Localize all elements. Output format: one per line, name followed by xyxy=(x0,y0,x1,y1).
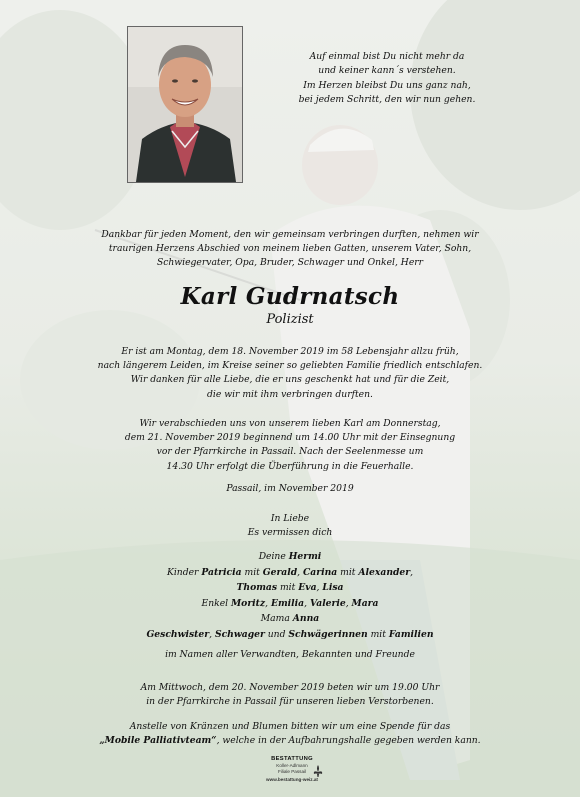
separator: , xyxy=(410,566,414,578)
prayer-line: Am Mittwoch, dem 20. November 2019 beten wir um 19.00 Uhr xyxy=(140,682,440,693)
mother-name: Anna xyxy=(292,613,320,625)
separator: , xyxy=(297,566,303,578)
kids-prefix: Kinder xyxy=(166,566,202,578)
memorial-poem xyxy=(262,50,512,107)
grandchild-name: Emilia xyxy=(270,597,305,609)
donation-line xyxy=(40,734,540,748)
separator: , xyxy=(209,628,215,640)
poem-line: und keiner kann´s verstehen. xyxy=(318,65,456,77)
partner-name: Eva xyxy=(298,582,317,594)
funeral-home-logo xyxy=(242,756,342,792)
portrait-photo xyxy=(127,26,243,183)
logo-line3: Filiale Passail xyxy=(277,769,307,774)
logo-title: BESTATTUNG xyxy=(271,756,313,762)
connector: mit xyxy=(367,628,389,640)
connector: mit xyxy=(277,582,299,594)
donation-rest: , welche in der Aufbahrungshalle gegeben werden kann. xyxy=(216,735,481,747)
family-list xyxy=(40,549,540,643)
funeral-line: dem 21. November 2019 beginnend um 14.00 Uhr mit der Einsegnung xyxy=(124,432,456,444)
families: Familien xyxy=(388,628,434,640)
mother-line xyxy=(40,611,540,627)
children-line xyxy=(40,565,540,581)
relatives-line: im Namen aller Verwandten, Bekannten und Freunde xyxy=(165,649,415,660)
partner-name: Gerald xyxy=(262,566,298,578)
poem-line: Auf einmal bist Du nicht mehr da xyxy=(309,51,465,62)
separator: , xyxy=(316,582,323,594)
sisters-in-law: Schwägerinnen xyxy=(288,628,368,640)
separator: , xyxy=(265,597,271,609)
child-name: Thomas xyxy=(236,582,278,594)
children-line xyxy=(40,580,540,596)
logo-line2: Koller-Adlmann xyxy=(276,763,308,768)
grandchildren-line xyxy=(40,596,540,612)
child-name: Lisa xyxy=(322,582,344,594)
poem-line: Im Herzen bleibst Du uns ganz nah, xyxy=(303,79,471,91)
connector: mit xyxy=(241,566,263,578)
funeral-paragraph xyxy=(40,417,540,474)
death-notice-line: Er ist am Montag, dem 18. November 2019 im 58 Lebensjahr allzu früh, xyxy=(121,346,459,357)
logo-url: www.bestattung-weiz.at xyxy=(266,777,318,782)
intro-line: traurigen Herzens Abschied von meinem lieben Gatten, unserem Vater, Sohn, xyxy=(108,243,472,255)
deceased-profession: Polizist xyxy=(266,312,314,327)
wife-line xyxy=(40,549,540,565)
portrait-image xyxy=(128,27,242,182)
siblings-line xyxy=(40,627,540,643)
mother-prefix: Mama xyxy=(260,613,293,625)
grandchild-name: Moritz xyxy=(231,597,266,609)
funeral-line: vor der Pfarrkirche in Passail. Nach der Seelenmesse um xyxy=(156,446,424,458)
siblings: Geschwister xyxy=(146,628,210,640)
closing-words xyxy=(40,512,540,540)
death-notice-paragraph xyxy=(40,345,540,402)
child-name: Carina xyxy=(303,566,338,578)
grandchild-name: Mara xyxy=(351,597,379,609)
intro-paragraph xyxy=(40,228,540,271)
death-notice-line: nach längerem Leiden, im Kreise seiner so geliebten Familie friedlich entschlafen. xyxy=(97,360,483,372)
grandchild-name: Valerie xyxy=(309,597,346,609)
intro-line: Dankbar für jeden Moment, den wir gemeinsam verbringen durften, nehmen wir xyxy=(101,229,479,240)
death-notice-line: die wir mit ihm verbringen durften. xyxy=(207,388,373,400)
place-date: Passail, im November 2019 xyxy=(226,483,354,494)
partner-name: Alexander xyxy=(358,566,411,578)
connector: und xyxy=(264,628,289,640)
separator: , xyxy=(304,597,310,609)
poem-line: bei jedem Schritt, den wir nun gehen. xyxy=(298,93,476,105)
deceased-name: Karl Gudrnatsch xyxy=(180,283,400,310)
separator: , xyxy=(345,597,352,609)
wife-prefix: Deine xyxy=(258,551,289,562)
donation-recipient: „Mobile Palliativteam“ xyxy=(99,735,217,747)
prayer-line: in der Pfarrkirche in Passail für unseren lieben Verstorbenen. xyxy=(146,696,434,708)
intro-line: Schwiegervater, Opa, Bruder, Schwager und Onkel, Herr xyxy=(156,257,424,269)
donation-paragraph xyxy=(40,720,540,748)
connector: mit xyxy=(337,566,359,578)
prayer-paragraph xyxy=(40,681,540,709)
brothers-in-law: Schwager xyxy=(214,628,265,640)
donation-line: Anstelle von Kränzen und Blumen bitten wir um eine Spende für das xyxy=(129,721,451,732)
funeral-line: 14.30 Uhr erfolgt die Überführung in die Feuerhalle. xyxy=(166,460,414,472)
closing-line: In Liebe xyxy=(270,513,310,524)
funeral-line: Wir verabschieden uns von unserem lieben Karl am Donnerstag, xyxy=(139,418,441,429)
death-notice-line: Wir danken für alle Liebe, die er uns geschenkt hat und für die Zeit, xyxy=(130,374,450,386)
grand-prefix: Enkel xyxy=(201,597,232,609)
child-name: Patricia xyxy=(201,566,242,578)
fleur-de-lis-icon xyxy=(312,765,324,777)
wife-name: Hermi xyxy=(288,551,322,562)
closing-line: Es vermissen dich xyxy=(247,527,333,539)
